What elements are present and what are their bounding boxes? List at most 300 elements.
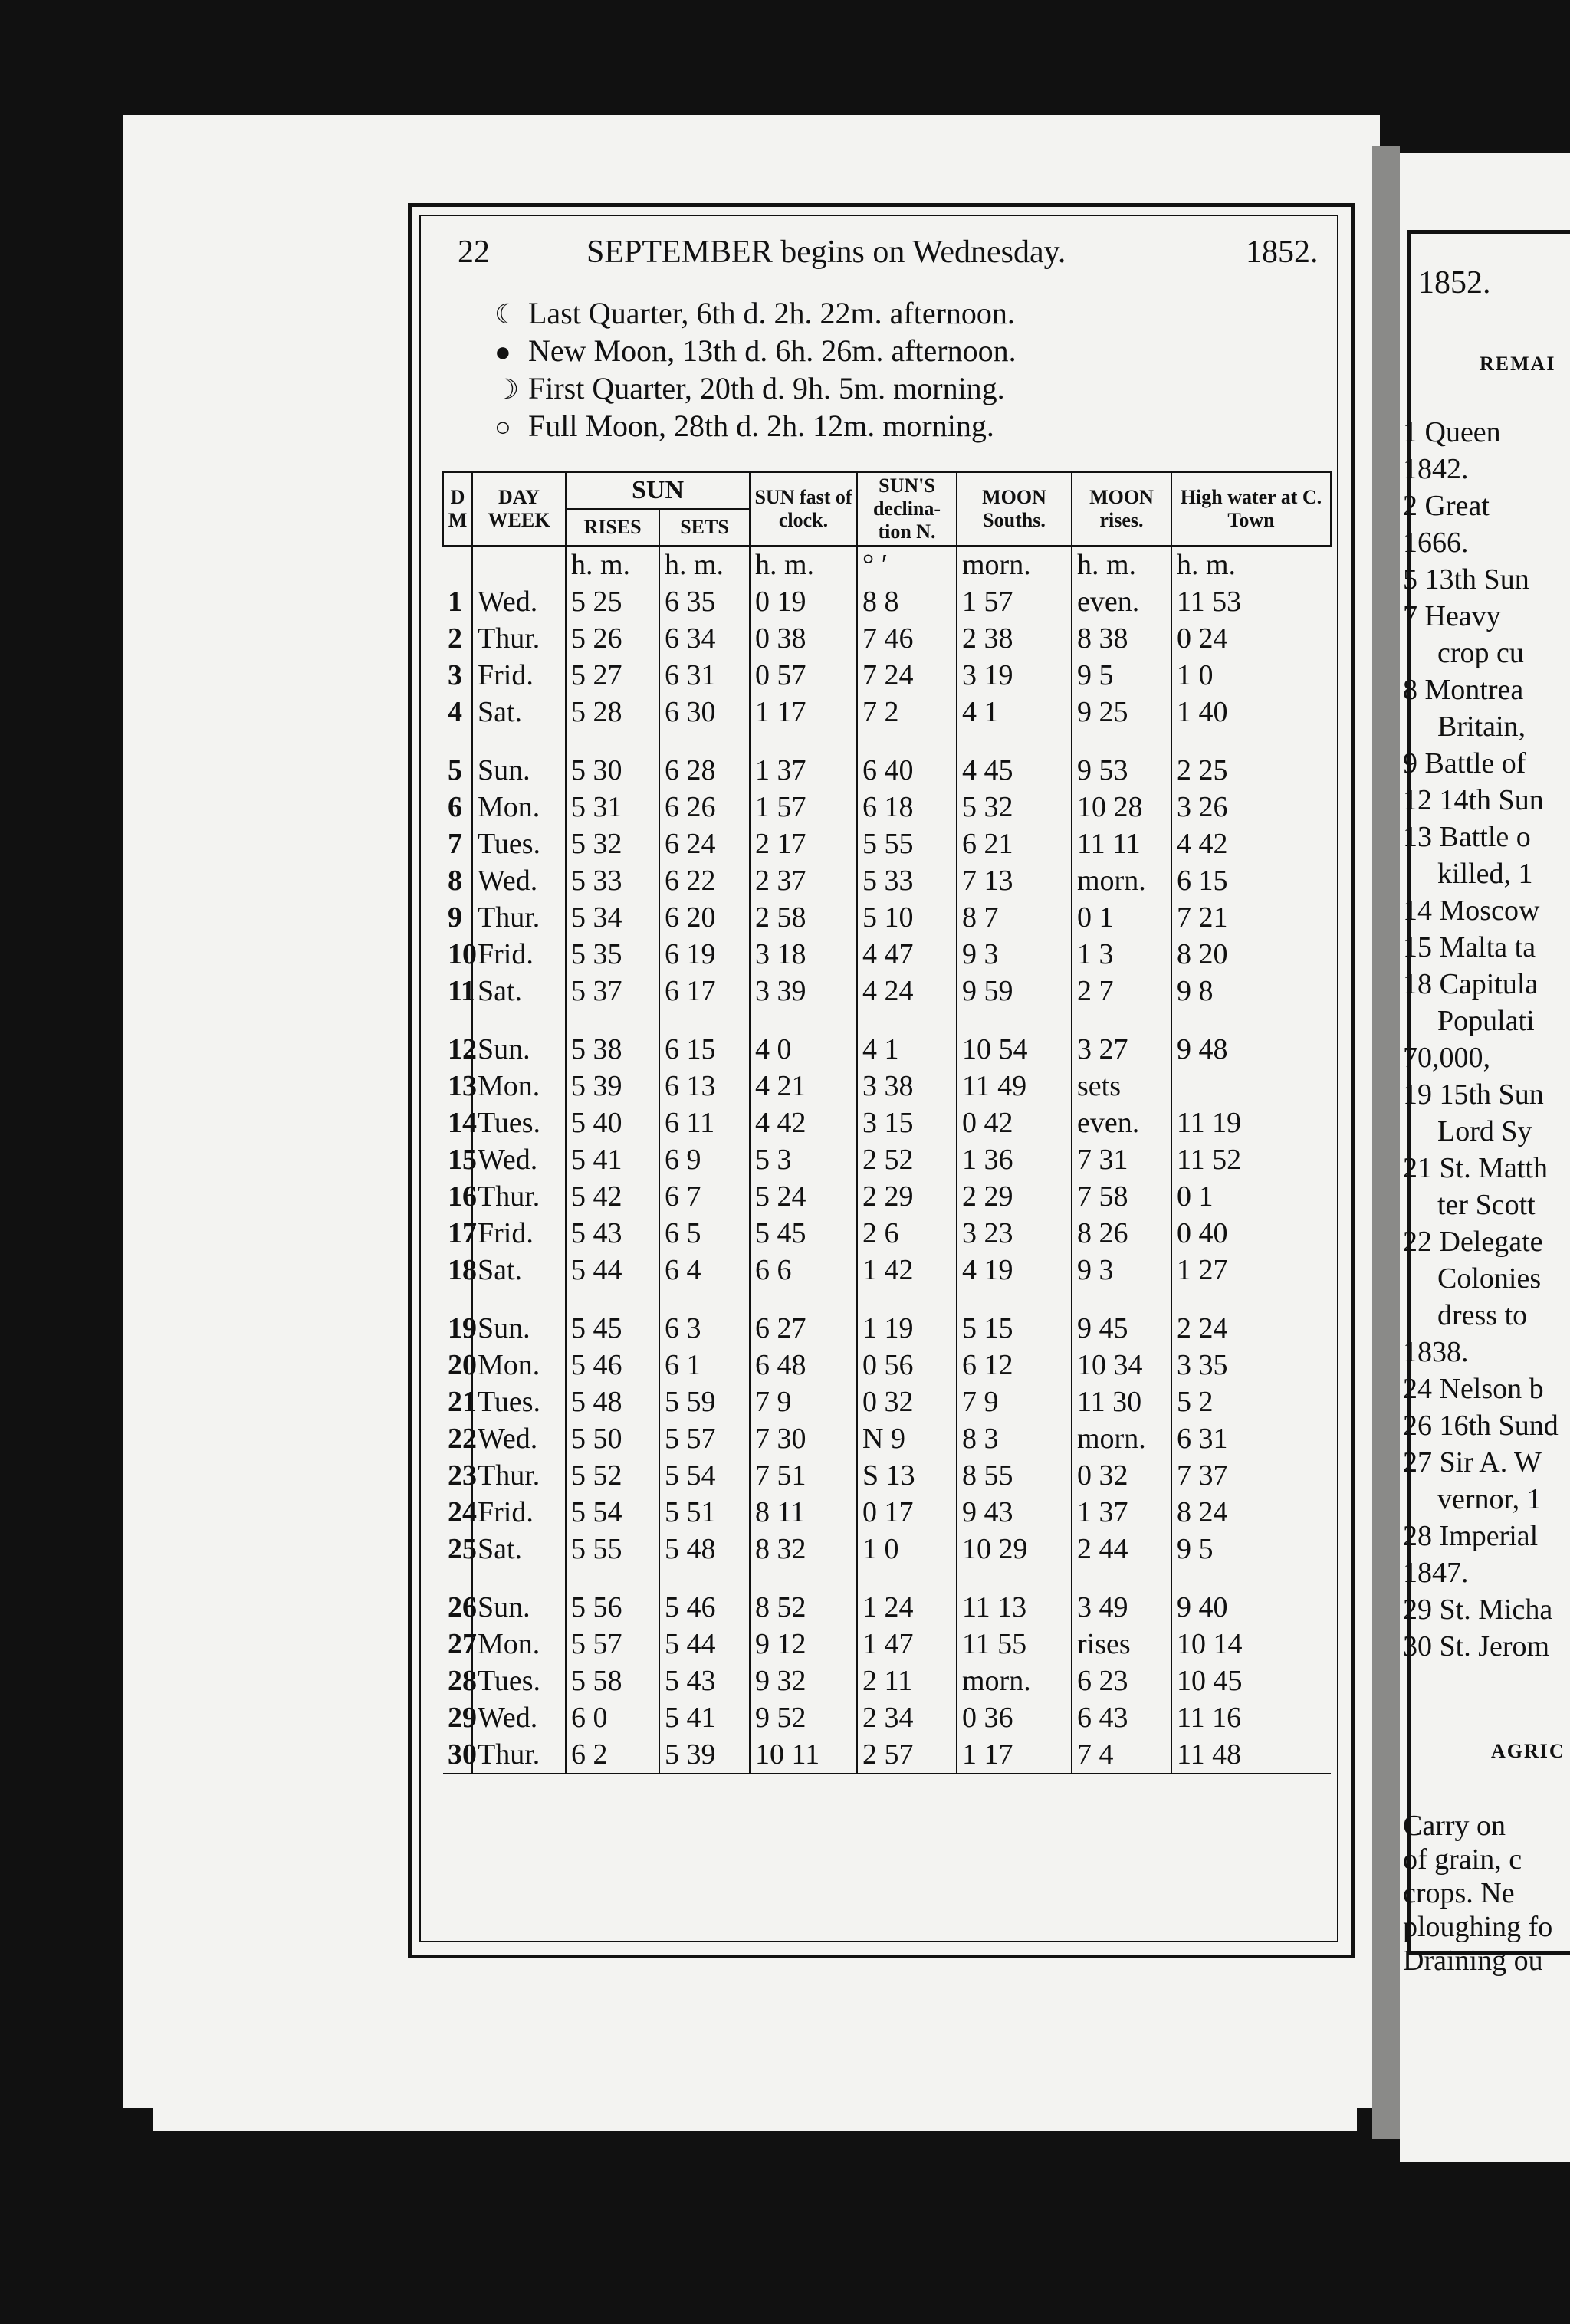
high-water-cell: 11 19 — [1171, 1105, 1331, 1141]
phase-text: Full Moon, 28th d. 2h. 12m. morning. — [528, 409, 994, 443]
moon-rises-cell: 9 25 — [1072, 694, 1171, 730]
header-day-week: DAY WEEK — [472, 472, 566, 546]
day-of-week-cell: Wed. — [472, 1420, 566, 1457]
sun-fast-cell: 9 32 — [750, 1663, 857, 1699]
day-of-month-cell: 4 — [448, 696, 462, 728]
phase-text: New Moon, 13th d. 6h. 26m. afternoon. — [528, 333, 1017, 368]
sunset-cell: 6 22 — [659, 862, 750, 899]
moon-rises-cell: 2 7 — [1072, 973, 1171, 1009]
sunrise-cell: 5 25 — [566, 583, 659, 620]
declination-cell: 2 52 — [857, 1141, 957, 1178]
agriculture-text — [1403, 1809, 1552, 1978]
table-row — [443, 1310, 1331, 1347]
day-of-week-cell: Tues. — [472, 826, 566, 862]
moon-rises-cell: even. — [1072, 583, 1171, 620]
day-of-month-cell: 11 — [448, 975, 475, 1007]
high-water-cell: 4 42 — [1171, 826, 1331, 862]
moon-souths-cell: morn. — [957, 1663, 1072, 1699]
sunrise-cell: 5 58 — [566, 1663, 659, 1699]
sunset-cell: 5 59 — [659, 1384, 750, 1420]
day-of-month-cell: 14 — [448, 1107, 477, 1139]
sunrise-cell: 5 52 — [566, 1457, 659, 1494]
moon-souths-cell: 4 1 — [957, 694, 1072, 730]
sunset-cell: 6 24 — [659, 826, 750, 862]
high-water-cell: 3 35 — [1171, 1347, 1331, 1384]
moon-souths-cell: 2 29 — [957, 1178, 1072, 1215]
day-of-month-cell: 26 — [448, 1591, 477, 1623]
unit-cell: h. m. — [1171, 546, 1331, 583]
remark-line: 29 St. Micha — [1403, 1594, 1553, 1626]
table-row — [443, 694, 1331, 730]
day-of-month-cell: 9 — [448, 901, 462, 934]
high-water-cell: 9 40 — [1171, 1589, 1331, 1626]
sunset-cell: 5 46 — [659, 1589, 750, 1626]
table-row — [443, 1031, 1331, 1068]
moon-phases — [494, 295, 1017, 445]
declination-cell: 4 1 — [857, 1031, 957, 1068]
declination-cell: 6 18 — [857, 789, 957, 826]
sunrise-cell: 5 56 — [566, 1589, 659, 1626]
declination-cell: 2 57 — [857, 1736, 957, 1774]
sunset-cell: 6 31 — [659, 657, 750, 694]
sunset-cell: 6 34 — [659, 620, 750, 657]
high-water-cell: 0 24 — [1171, 620, 1331, 657]
sunrise-cell: 5 57 — [566, 1626, 659, 1663]
sun-fast-cell: 4 0 — [750, 1031, 857, 1068]
day-of-week-cell: Mon. — [472, 1347, 566, 1384]
last-quarter-icon: ☾ — [494, 299, 520, 330]
sunrise-cell: 5 40 — [566, 1105, 659, 1141]
table-row — [443, 1384, 1331, 1420]
high-water-cell: 3 26 — [1171, 789, 1331, 826]
day-of-month-cell: 24 — [448, 1496, 477, 1528]
day-of-week-cell: Sun. — [472, 752, 566, 789]
table-row — [443, 1141, 1331, 1178]
remark-line: 1 Queen — [1403, 416, 1501, 448]
high-water-cell — [1171, 1068, 1331, 1105]
remark-line: ter Scott — [1437, 1189, 1536, 1221]
high-water-cell: 1 27 — [1171, 1252, 1331, 1288]
high-water-cell: 8 20 — [1171, 936, 1331, 973]
declination-cell: 1 0 — [857, 1531, 957, 1567]
declination-cell: 0 56 — [857, 1347, 957, 1384]
page-number: 22 — [458, 235, 490, 270]
remark-line: 1842. — [1403, 453, 1469, 485]
day-of-month-cell: 1 — [448, 586, 462, 618]
phase-full-moon — [494, 408, 1017, 445]
sun-fast-cell: 0 38 — [750, 620, 857, 657]
table-row — [443, 973, 1331, 1009]
phase-first-quarter — [494, 370, 1017, 408]
declination-cell: 5 55 — [857, 826, 957, 862]
moon-souths-cell: 0 42 — [957, 1105, 1072, 1141]
declination-cell: 0 32 — [857, 1384, 957, 1420]
header-moon-rises: MOON rises. — [1072, 472, 1171, 546]
sunset-cell: 6 26 — [659, 789, 750, 826]
sunrise-cell: 5 28 — [566, 694, 659, 730]
sun-fast-cell: 3 39 — [750, 973, 857, 1009]
remark-line: 1666. — [1403, 527, 1469, 559]
sun-fast-cell: 5 3 — [750, 1141, 857, 1178]
sunrise-cell: 5 54 — [566, 1494, 659, 1531]
remark-line: 1838. — [1403, 1336, 1469, 1368]
day-of-week-cell: Frid. — [472, 1494, 566, 1531]
sun-fast-cell: 8 32 — [750, 1531, 857, 1567]
day-of-week-cell: Thur. — [472, 1736, 566, 1774]
sunset-cell: 6 4 — [659, 1252, 750, 1288]
sun-fast-cell: 9 52 — [750, 1699, 857, 1736]
high-water-cell: 7 21 — [1171, 899, 1331, 936]
remark-line: 21 St. Matth — [1403, 1152, 1548, 1184]
day-of-week-cell: Thur. — [472, 1457, 566, 1494]
sun-fast-cell: 9 12 — [750, 1626, 857, 1663]
remark-line: 1847. — [1403, 1557, 1469, 1589]
moon-rises-cell: 7 31 — [1072, 1141, 1171, 1178]
sun-fast-cell: 6 48 — [750, 1347, 857, 1384]
sunset-cell: 6 1 — [659, 1347, 750, 1384]
declination-cell: 2 29 — [857, 1178, 957, 1215]
day-of-week-cell: Frid. — [472, 936, 566, 973]
sunset-cell: 6 5 — [659, 1215, 750, 1252]
sunrise-cell: 5 33 — [566, 862, 659, 899]
sun-fast-cell: 5 45 — [750, 1215, 857, 1252]
high-water-cell: 9 5 — [1171, 1531, 1331, 1567]
day-of-week-cell: Thur. — [472, 620, 566, 657]
header-sun-fast: SUN fast of clock. — [750, 472, 857, 546]
declination-cell: 6 40 — [857, 752, 957, 789]
moon-souths-cell: 10 29 — [957, 1531, 1072, 1567]
sun-fast-cell: 5 24 — [750, 1178, 857, 1215]
declination-cell: N 9 — [857, 1420, 957, 1457]
agriculture-line: of grain, c — [1403, 1843, 1522, 1876]
moon-rises-cell: sets — [1072, 1068, 1171, 1105]
moon-rises-cell: 1 37 — [1072, 1494, 1171, 1531]
declination-cell: 7 2 — [857, 694, 957, 730]
declination-cell: 2 11 — [857, 1663, 957, 1699]
moon-rises-cell: 1 3 — [1072, 936, 1171, 973]
moon-souths-cell: 11 13 — [957, 1589, 1072, 1626]
day-of-month-cell: 20 — [448, 1349, 477, 1381]
declination-cell: 2 6 — [857, 1215, 957, 1252]
moon-rises-cell: 8 26 — [1072, 1215, 1171, 1252]
table-row — [443, 1215, 1331, 1252]
remark-line: 24 Nelson b — [1403, 1373, 1544, 1405]
remark-line: Colonies — [1437, 1262, 1542, 1295]
moon-souths-cell: 3 23 — [957, 1215, 1072, 1252]
sunrise-cell: 5 46 — [566, 1347, 659, 1384]
declination-cell: 4 24 — [857, 973, 957, 1009]
table-row — [443, 1347, 1331, 1384]
sunrise-cell: 6 2 — [566, 1736, 659, 1774]
day-of-month-cell: 29 — [448, 1702, 477, 1734]
high-water-cell: 11 48 — [1171, 1736, 1331, 1774]
remark-line: 26 16th Sund — [1403, 1410, 1559, 1442]
moon-souths-cell: 0 36 — [957, 1699, 1072, 1736]
sun-fast-cell: 1 37 — [750, 752, 857, 789]
table-row — [443, 1626, 1331, 1663]
moon-souths-cell: 1 17 — [957, 1736, 1072, 1774]
unit-cell: morn. — [957, 546, 1072, 583]
sun-fast-cell: 7 9 — [750, 1384, 857, 1420]
phase-text: First Quarter, 20th d. 9h. 5m. morning. — [528, 371, 1005, 405]
table-row — [443, 1252, 1331, 1288]
high-water-cell: 8 24 — [1171, 1494, 1331, 1531]
table-row — [443, 583, 1331, 620]
sunset-cell: 6 7 — [659, 1178, 750, 1215]
almanac-body — [443, 546, 1331, 1774]
declination-cell: 3 38 — [857, 1068, 957, 1105]
unit-cell: h. m. — [750, 546, 857, 583]
moon-souths-cell: 4 45 — [957, 752, 1072, 789]
sun-fast-cell: 2 17 — [750, 826, 857, 862]
sunrise-cell: 6 0 — [566, 1699, 659, 1736]
moon-rises-cell: 9 45 — [1072, 1310, 1171, 1347]
remark-line: Britain, — [1437, 711, 1526, 743]
table-row — [443, 899, 1331, 936]
day-of-month-cell: 18 — [448, 1254, 477, 1286]
moon-souths-cell: 1 57 — [957, 583, 1072, 620]
unit-cell: h. m. — [1072, 546, 1171, 583]
day-of-month-cell: 5 — [448, 754, 462, 786]
moon-rises-cell: 7 4 — [1072, 1736, 1171, 1774]
sunset-cell: 5 39 — [659, 1736, 750, 1774]
unit-cell: h. m. — [659, 546, 750, 583]
week-gap — [443, 730, 1331, 752]
sunset-cell: 6 19 — [659, 936, 750, 973]
sunrise-cell: 5 34 — [566, 899, 659, 936]
high-water-cell: 0 1 — [1171, 1178, 1331, 1215]
phase-text: Last Quarter, 6th d. 2h. 22m. afternoon. — [528, 296, 1015, 330]
moon-rises-cell: 0 32 — [1072, 1457, 1171, 1494]
sunrise-cell: 5 41 — [566, 1141, 659, 1178]
header-moon-souths: MOON Souths. — [957, 472, 1072, 546]
moon-souths-cell: 9 43 — [957, 1494, 1072, 1531]
sunset-cell: 6 30 — [659, 694, 750, 730]
day-of-month-cell: 7 — [448, 828, 462, 860]
remark-line: vernor, 1 — [1437, 1483, 1542, 1515]
page-year: 1852. — [1246, 235, 1319, 270]
high-water-cell: 11 16 — [1171, 1699, 1331, 1736]
high-water-cell: 2 24 — [1171, 1310, 1331, 1347]
moon-rises-cell: 8 38 — [1072, 620, 1171, 657]
high-water-cell: 6 15 — [1171, 862, 1331, 899]
declination-cell: 2 34 — [857, 1699, 957, 1736]
remark-line: 19 15th Sun — [1403, 1078, 1544, 1111]
sunrise-cell: 5 39 — [566, 1068, 659, 1105]
moon-souths-cell: 1 36 — [957, 1141, 1072, 1178]
table-row — [443, 1531, 1331, 1567]
high-water-cell: 9 8 — [1171, 973, 1331, 1009]
sunrise-cell: 5 37 — [566, 973, 659, 1009]
week-gap — [443, 1567, 1331, 1589]
table-row — [443, 1663, 1331, 1699]
day-of-week-cell: Sun. — [472, 1310, 566, 1347]
sunset-cell: 5 48 — [659, 1531, 750, 1567]
header-sun: SUN — [566, 472, 750, 509]
remark-line: crop cu — [1437, 637, 1524, 669]
day-of-month-cell: 6 — [448, 791, 462, 823]
unit-cell: h. m. — [566, 546, 659, 583]
sun-fast-cell: 6 6 — [750, 1252, 857, 1288]
page-title: SEPTEMBER begins on Wednesday. — [586, 235, 1066, 270]
high-water-cell: 2 25 — [1171, 752, 1331, 789]
moon-souths-cell: 11 49 — [957, 1068, 1072, 1105]
remark-line: 27 Sir A. W — [1403, 1446, 1542, 1479]
moon-souths-cell: 7 13 — [957, 862, 1072, 899]
sunset-cell: 6 28 — [659, 752, 750, 789]
moon-rises-cell: 7 58 — [1072, 1178, 1171, 1215]
remark-line: 2 Great — [1403, 490, 1490, 522]
day-of-month-cell: 10 — [448, 938, 477, 970]
day-of-month-cell: 23 — [448, 1459, 477, 1492]
moon-rises-cell: morn. — [1072, 1420, 1171, 1457]
sunset-cell: 6 9 — [659, 1141, 750, 1178]
sunrise-cell: 5 26 — [566, 620, 659, 657]
table-row — [443, 752, 1331, 789]
remark-line: 7 Heavy — [1403, 600, 1501, 632]
remark-line: 8 Montrea — [1403, 674, 1524, 706]
table-row — [443, 1699, 1331, 1736]
sun-fast-cell: 7 51 — [750, 1457, 857, 1494]
declination-cell: 8 8 — [857, 583, 957, 620]
high-water-cell: 5 2 — [1171, 1384, 1331, 1420]
high-water-cell: 0 40 — [1171, 1215, 1331, 1252]
moon-souths-cell: 6 12 — [957, 1347, 1072, 1384]
day-of-month-cell: 28 — [448, 1665, 477, 1697]
declination-cell: 5 10 — [857, 899, 957, 936]
sunset-cell: 6 3 — [659, 1310, 750, 1347]
agriculture-line: Draining ou — [1403, 1945, 1543, 1977]
moon-rises-cell: 2 44 — [1072, 1531, 1171, 1567]
moon-souths-cell: 6 21 — [957, 826, 1072, 862]
day-of-month-cell: 17 — [448, 1217, 477, 1249]
new-moon-icon: ● — [494, 336, 511, 367]
week-gap — [443, 1009, 1331, 1031]
sun-fast-cell: 4 21 — [750, 1068, 857, 1105]
sunset-cell: 5 54 — [659, 1457, 750, 1494]
day-of-week-cell: Sat. — [472, 694, 566, 730]
day-of-month-cell: 22 — [448, 1423, 477, 1455]
day-of-week-cell: Sun. — [472, 1589, 566, 1626]
moon-rises-cell: even. — [1072, 1105, 1171, 1141]
remark-line: 12 14th Sun — [1403, 784, 1544, 816]
day-of-month-cell: 27 — [448, 1628, 477, 1660]
sunrise-cell: 5 48 — [566, 1384, 659, 1420]
moon-souths-cell: 5 15 — [957, 1310, 1072, 1347]
sunset-cell: 5 44 — [659, 1626, 750, 1663]
sunset-cell: 5 41 — [659, 1699, 750, 1736]
day-of-month-cell: 19 — [448, 1312, 477, 1344]
remarks-heading: REMAI — [1480, 353, 1556, 375]
day-of-month-cell: 3 — [448, 659, 462, 691]
remark-line: 14 Moscow — [1403, 894, 1540, 927]
declination-cell: 1 47 — [857, 1626, 957, 1663]
sunrise-cell: 5 27 — [566, 657, 659, 694]
declination-cell: 1 24 — [857, 1589, 957, 1626]
day-of-week-cell: Mon. — [472, 1068, 566, 1105]
table-row — [443, 1420, 1331, 1457]
moon-souths-cell: 8 7 — [957, 899, 1072, 936]
table-row — [443, 826, 1331, 862]
day-of-week-cell: Frid. — [472, 1215, 566, 1252]
remarks-list — [1403, 414, 1559, 1665]
sun-fast-cell: 1 57 — [750, 789, 857, 826]
sunrise-cell: 5 55 — [566, 1531, 659, 1567]
moon-rises-cell: 10 34 — [1072, 1347, 1171, 1384]
moon-rises-cell: 11 11 — [1072, 826, 1171, 862]
high-water-cell: 6 31 — [1171, 1420, 1331, 1457]
moon-rises-cell: 9 3 — [1072, 1252, 1171, 1288]
moon-souths-cell: 11 55 — [957, 1626, 1072, 1663]
day-of-week-cell: Mon. — [472, 1626, 566, 1663]
day-of-week-cell: Tues. — [472, 1663, 566, 1699]
unit-cell: ° ′ — [857, 546, 957, 583]
remark-line: 9 Battle of — [1403, 747, 1526, 780]
moon-souths-cell: 2 38 — [957, 620, 1072, 657]
left-page-edge — [153, 2100, 1357, 2131]
sunrise-cell: 5 30 — [566, 752, 659, 789]
day-of-month-cell: 8 — [448, 865, 462, 897]
high-water-cell: 10 45 — [1171, 1663, 1331, 1699]
sunrise-cell: 5 31 — [566, 789, 659, 826]
header-high-water: High water at C. Town — [1171, 472, 1331, 546]
table-row — [443, 1068, 1331, 1105]
declination-cell: 3 15 — [857, 1105, 957, 1141]
moon-rises-cell: 9 5 — [1072, 657, 1171, 694]
first-quarter-icon: ☽ — [494, 374, 520, 405]
moon-souths-cell: 8 55 — [957, 1457, 1072, 1494]
sunset-cell: 6 20 — [659, 899, 750, 936]
sunrise-cell: 5 50 — [566, 1420, 659, 1457]
remark-line: 18 Capitula — [1403, 968, 1539, 1000]
declination-cell: S 13 — [857, 1457, 957, 1494]
remark-line: 13 Battle o — [1403, 821, 1531, 853]
day-of-week-cell: Sun. — [472, 1031, 566, 1068]
table-row — [443, 1105, 1331, 1141]
header-sets: SETS — [659, 509, 750, 546]
header-rises: RISES — [566, 509, 659, 546]
moon-rises-cell: 10 28 — [1072, 789, 1171, 826]
moon-souths-cell: 8 3 — [957, 1420, 1072, 1457]
high-water-cell: 9 48 — [1171, 1031, 1331, 1068]
moon-rises-cell: 6 23 — [1072, 1663, 1171, 1699]
moon-souths-cell: 9 59 — [957, 973, 1072, 1009]
day-of-month-cell: 25 — [448, 1533, 477, 1565]
table-row — [443, 1736, 1331, 1774]
sunset-cell: 6 35 — [659, 583, 750, 620]
moon-souths-cell: 5 32 — [957, 789, 1072, 826]
header-row-1 — [443, 472, 1331, 509]
table-row — [443, 657, 1331, 694]
sunset-cell: 5 51 — [659, 1494, 750, 1531]
remark-line: 28 Imperial — [1403, 1520, 1539, 1552]
almanac-table — [442, 471, 1332, 1774]
high-water-cell: 11 52 — [1171, 1141, 1331, 1178]
sun-fast-cell: 0 19 — [750, 583, 857, 620]
remark-line: killed, 1 — [1437, 858, 1533, 890]
remark-line: 70,000, — [1403, 1042, 1490, 1074]
day-of-week-cell: Thur. — [472, 1178, 566, 1215]
sun-fast-cell: 7 30 — [750, 1420, 857, 1457]
day-of-week-cell: Wed. — [472, 1141, 566, 1178]
sun-fast-cell: 2 58 — [750, 899, 857, 936]
remark-line: 30 St. Jerom — [1403, 1630, 1550, 1663]
day-of-month-cell: 16 — [448, 1180, 477, 1213]
moon-rises-cell: 3 27 — [1072, 1031, 1171, 1068]
high-water-cell: 1 40 — [1171, 694, 1331, 730]
moon-rises-cell: 6 43 — [1072, 1699, 1171, 1736]
full-moon-icon: ○ — [494, 412, 511, 442]
